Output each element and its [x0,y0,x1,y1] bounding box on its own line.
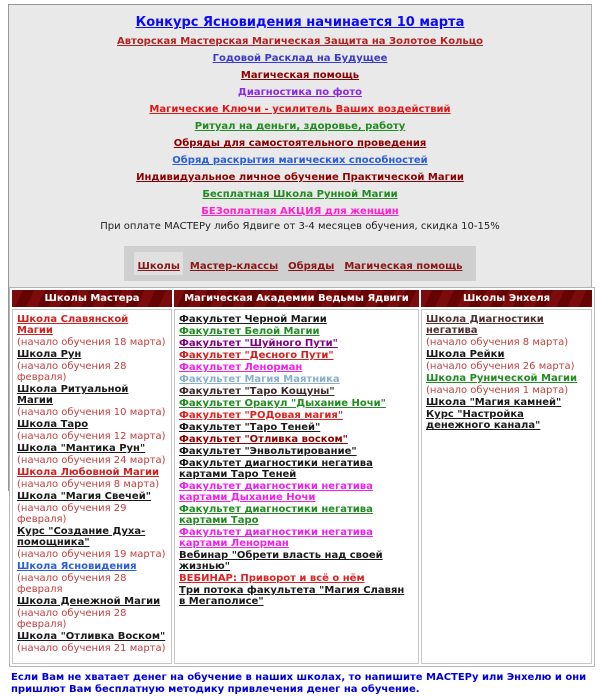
list-item [17,596,167,607]
school-link[interactable]: Школа "Магия камней" [426,397,562,408]
nav-link[interactable]: Обряды [288,261,335,272]
school-link[interactable]: Факультет "Энвольтирование" [179,446,357,457]
school-link[interactable]: Факультет "РОДовая магия" [179,410,344,421]
top-link-line [9,84,591,98]
top-link[interactable]: Авторская Мастерская Магическая Защита на Золотое Кольцо [116,36,484,47]
start-date-note: (начало обучения 8 марта) [426,337,569,348]
school-link[interactable]: Факультет Белой Магии [179,326,320,337]
table-body-row [12,309,592,664]
nav-wrap [9,246,591,281]
school-link[interactable]: Факультет диагностики негатива картами Таро [179,504,373,526]
start-date-note: (начало обучения 28 февраля [17,573,127,595]
top-link[interactable]: БЕЗоплатная АКЦИЯ для женщин [201,206,399,217]
list-item [179,446,414,457]
list-item [17,631,167,642]
school-link[interactable]: Школа "Мантика Рун" [17,443,146,454]
top-link-line [9,186,591,200]
list-item [179,422,414,433]
start-date-note: (начало обучения 28 февраля) [17,361,127,383]
top-link[interactable]: Индивидуальное личное обучение Практической Магии [136,172,464,183]
top-link[interactable]: Обряды для самостоятельного проведения [173,138,427,149]
school-link[interactable]: Курс "Настройка денежного канала" [426,409,541,431]
list-item [179,314,414,325]
list-item [17,384,167,406]
list-item [179,398,414,409]
list-item [426,373,587,384]
list-item [17,526,167,548]
schools-table [9,287,595,667]
start-date-note: (начало обучения 1 марта) [426,385,569,396]
start-date-note: (начало обучения 12 марта) [17,431,166,442]
top-link-line [9,67,591,81]
list-item [17,443,167,454]
table-header-row [12,290,592,307]
school-link[interactable]: Факультет "Шуйного Пути" [179,338,338,349]
school-link[interactable]: Факультет Ленорман [179,362,303,373]
top-link-line [9,203,591,217]
school-link[interactable]: Школа Денежной Магии [17,596,161,607]
list-item [426,409,587,431]
top-link-line [9,33,591,47]
list-item [17,349,167,360]
school-link[interactable]: Факультет Оракул "Дыхание Ночи" [179,398,386,409]
column-header-academy: Магическая Академии Ведьмы Ядвиги [174,290,419,307]
top-link[interactable]: Диагностика по фото [237,87,363,98]
top-link[interactable]: Магические Ключи - усилитель Ваших воздействий [149,104,451,115]
top-link[interactable]: Ритуал на деньги, здоровье, работу [194,121,406,132]
school-link[interactable]: Факультет "Таро Кощуны" [179,386,335,397]
school-link[interactable]: Школа Таро [17,419,89,430]
school-link[interactable]: Факультет диагностики негатива картами Ленорман [179,527,373,549]
list-item [179,338,414,349]
top-link[interactable]: Годовой Расклад на Будущее [212,53,388,64]
nav-tab-магическая-помощь [341,252,465,275]
school-link[interactable]: Курс "Создание Духа-помощника" [17,526,146,548]
list-item [179,573,414,584]
nav-tab-мастер-классы [187,252,281,275]
school-link[interactable]: Факультет "Таро Теней" [179,422,321,433]
list-item [179,458,414,480]
top-link-line [9,118,591,132]
list-item [179,350,414,361]
list-item [17,467,167,478]
school-link[interactable]: Факультет диагностики негатива картами Дыхание Ночи [179,481,373,503]
nav-link[interactable]: Мастер-классы [189,261,279,272]
list-item [179,527,414,549]
school-link[interactable]: Школа Рунической Магии [426,373,577,384]
top-link-line [9,15,591,30]
list-item [179,386,414,397]
nav-tabs [124,246,475,281]
start-date-note: (начало обучения 24 марта) [17,455,166,466]
school-link[interactable]: Факультет "Отливка воском" [179,434,348,445]
school-link[interactable]: Факультет Магия Маятника [179,374,340,385]
top-link[interactable]: Магическая помощь [240,70,360,81]
top-link[interactable]: Обряд раскрытия магических способностей [172,155,428,166]
school-link[interactable]: Школа Рун [17,349,82,360]
start-date-note: (начало обучения 8 марта) [17,479,160,490]
column-cell-master [12,309,172,664]
list-item [426,397,587,408]
start-date-note: (начало обучения 26 марта) [426,361,575,372]
school-link[interactable]: Школа Любовной Магии [17,467,159,478]
list-item [179,481,414,503]
top-link-line [9,50,591,64]
top-link-line [9,101,591,115]
nav-link[interactable]: Школы [137,261,180,272]
list-item [179,410,414,421]
list-item [179,550,414,572]
school-link[interactable]: Школа Рейки [426,349,505,360]
start-date-note: (начало обучения 29 февраля) [17,503,127,525]
school-link[interactable]: Школа "Магия Свечей" [17,491,151,502]
list-item [426,314,587,336]
list-item [426,349,587,360]
column-cell-enhel [421,309,592,664]
list-item [17,561,167,572]
school-link[interactable]: Факультет "Десного Пути" [179,350,334,361]
school-link[interactable]: Школа Ритуальной Магии [17,384,129,406]
column-header-enhel: Школы Энхеля [421,290,592,307]
school-link[interactable]: Факультет Черной Магии [179,314,327,325]
column-cell-academy [174,309,419,664]
discount-note: При оплате МАСТЕРу либо Ядвиге от 3-4 месяцев обучения, скидка 10-15% [100,221,500,232]
top-link[interactable]: Конкурс Ясновидения начинается 10 марта [135,15,465,30]
start-date-note: (начало обучения 10 марта) [17,407,166,418]
footer-note: Если Вам не хватает денег на обучение в наших школах, то напишите МАСТЕРу или Энхелю и они пришлют Вам бесплатную методику привлечения денег на обучение. [11,672,587,695]
list-item [179,374,414,385]
school-link[interactable]: Факультет диагностики негатива картами Таро Теней [179,458,373,480]
list-item [179,362,414,373]
nav-link[interactable]: Магическая помощь [344,261,463,272]
start-date-note: (начало обучения 19 марта) [17,549,166,560]
start-date-note: (начало обучения 28 февраля) [17,608,127,630]
top-link[interactable]: Бесплатная Школа Рунной Магии [202,189,398,200]
main-panel [8,4,592,695]
list-item [179,434,414,445]
list-item [17,419,167,430]
school-link[interactable]: Три потока факультета "Магия Славян в Мегаполисе" [179,585,405,607]
column-header-master: Школы Мастера [12,290,172,307]
school-link[interactable]: ВЕБИНАР: Приворот и всё о нём [179,573,365,584]
start-date-note: (начало обучения 18 марта) [17,337,166,348]
school-link[interactable]: Вебинар "Обрети власть над своей жизнью" [179,550,383,572]
nav-tab-школы [134,252,182,275]
list-item [17,491,167,502]
start-date-note: (начало обучения 21 марта) [17,643,166,654]
list-item [179,326,414,337]
top-link-line [9,135,591,149]
list-item [179,585,414,607]
school-link[interactable]: Школа Славянской Магии [17,314,129,336]
list-item [17,314,167,336]
school-link[interactable]: Школа "Отливка Воском" [17,631,166,642]
nav-tab-обряды [285,252,337,275]
school-link[interactable]: Школа Диагностики негатива [426,314,544,336]
list-item [179,504,414,526]
top-link-line [9,169,591,183]
school-link[interactable]: Школа Ясновидения [17,561,137,572]
top-links-list [9,15,591,217]
top-link-line [9,152,591,166]
